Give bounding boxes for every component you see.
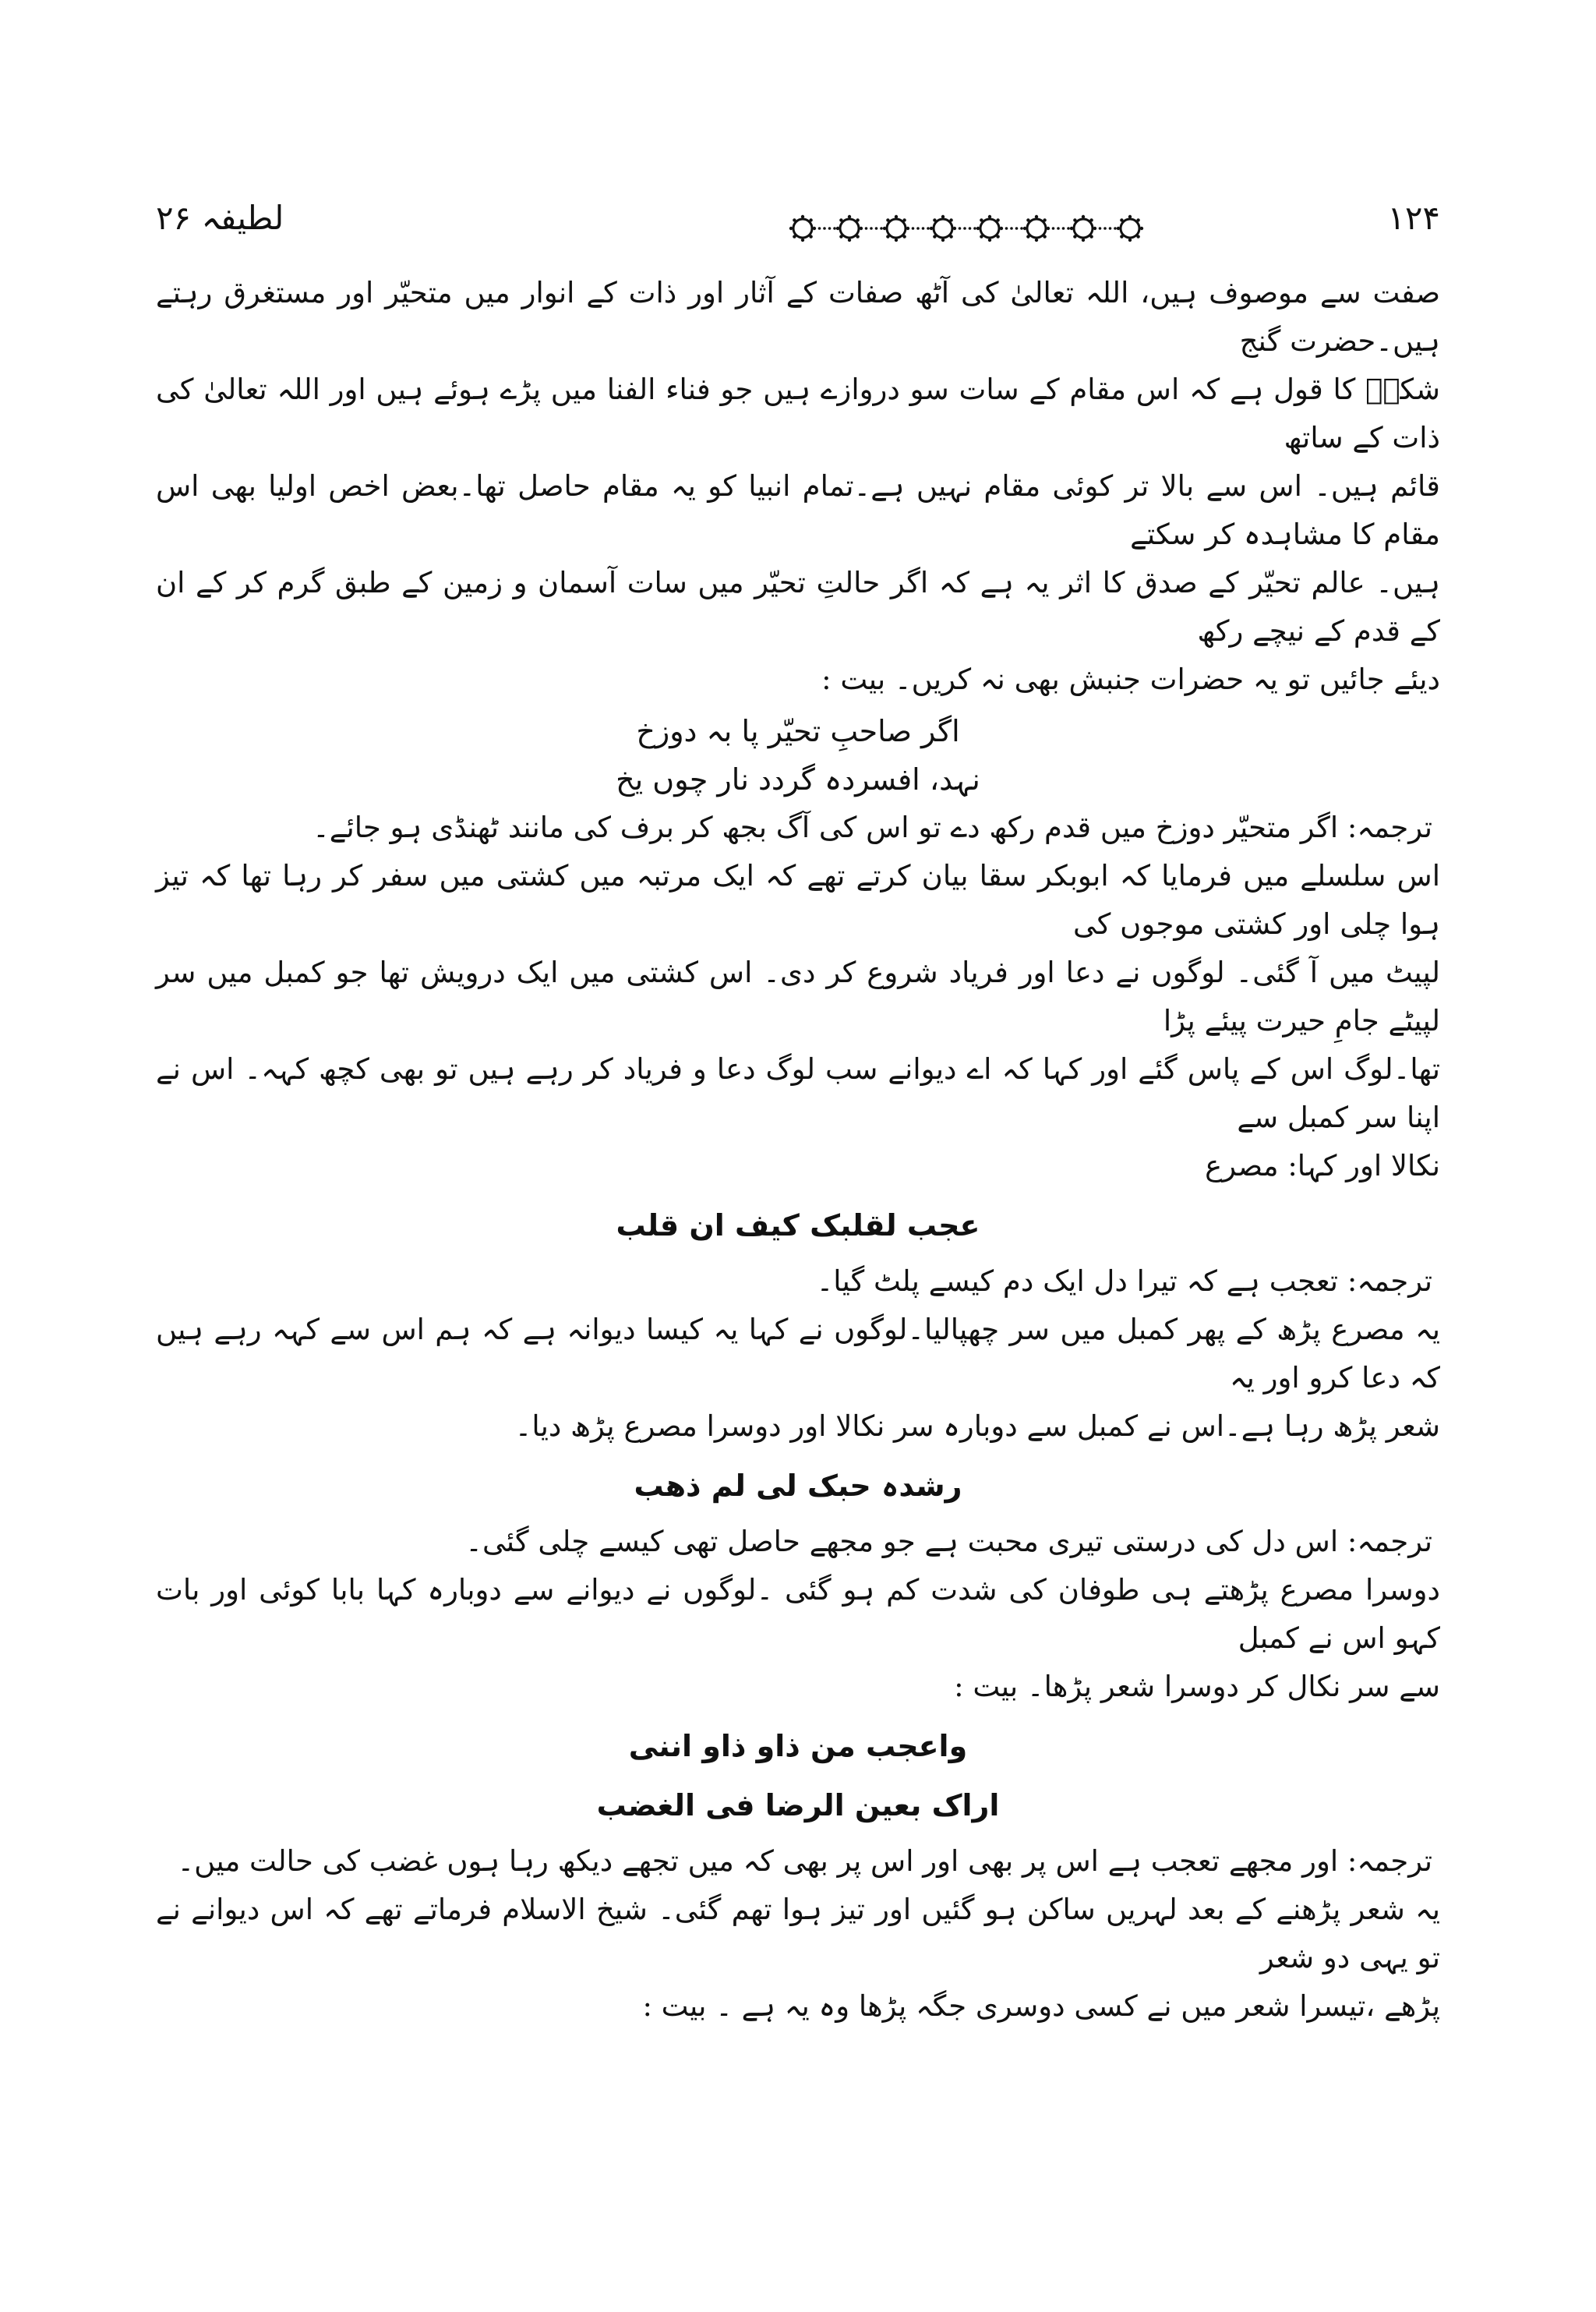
paragraph-3 [156, 1306, 1440, 1451]
translation: ترجمہ: اس دل کی درستی تیری محبت ہے جو مجھے حاصل تھی کیسے چلی گئی۔ [465, 1525, 1432, 1558]
ornament-bead [996, 218, 999, 221]
ornament-link-dot [1062, 227, 1065, 230]
ornament-link-dot [870, 227, 873, 230]
arabic-verse: واعجب من ذاو ذاو اننی [628, 1729, 968, 1763]
text-line: قائم ہیں۔ اس سے بالا تر کوئی مقام نہیں ہے۔تمام انبیا کو یہ مقام حاصل تھا۔بعض اخص اولیا بھی اس مقام کا مشاہدہ کر سکتے [156, 469, 1440, 551]
ornament-bead [860, 227, 863, 230]
text-line: شعر پڑھ رہا ہے۔اس نے کمبل سے دوبارہ سر نکالا اور دوسرا مصرع پڑھ دیا۔ [514, 1409, 1440, 1443]
ornament-bead [1136, 235, 1139, 238]
text-line: دوسرا مصرع پڑھتے ہی طوفان کی شدت کم ہو گئی ۔لوگوں نے دیوانے سے دوبارہ کہا بابا کوئی اور بات کہو اس نے کمبل [156, 1573, 1440, 1655]
ornament-bead [1035, 215, 1038, 218]
ornament-bead [856, 218, 859, 221]
ornament-bead [1120, 235, 1123, 238]
translation: ترجمہ: اگر متحیّر دوزخ میں قدم رکھ دے تو اس کی آگ بجھ کر برف کی مانند ٹھنڈی ہو جائے۔ [312, 811, 1432, 844]
ornament-ring [934, 219, 952, 238]
text-line: صفت سے موصوف ہیں، اللہ تعالیٰ کی آٹھ صفات کے آثار اور ذات کے انوار میں متحیّر اور مستغرق رہتے ہیں۔حضرت گنج [156, 276, 1440, 358]
ornament-bead [1093, 227, 1096, 230]
text-line: شکرؒ کا قول ہے کہ اس مقام کے سات سو دروازے ہیں جو فناء الفنا میں پڑے ہوئے ہیں اور اللہ تعالیٰ کی ذات کے ساتھ [156, 373, 1440, 454]
ornament-ring [793, 219, 812, 238]
ornament-bead [1082, 239, 1085, 242]
ornament-bead [996, 235, 999, 238]
ornament-bead [1023, 227, 1026, 230]
ornament-bead [902, 218, 906, 221]
ornament-bead [1070, 227, 1073, 230]
ornament-bead [1073, 218, 1076, 221]
ornament-bead [836, 227, 839, 230]
ornament-link-dot [1005, 227, 1008, 230]
ornament-bead [848, 215, 851, 218]
text-line: لپیٹ میں آ گئی۔ لوگوں نے دعا اور فریاد شروع کر دی۔ اس کشتی میں ایک درویش تھا جو کمبل میں سر لپیٹے جامِ حیرت پیئے پڑا [156, 956, 1440, 1038]
ornament-bead [1047, 227, 1050, 230]
ornament-bead [976, 227, 980, 230]
ornament-bead [953, 227, 956, 230]
ornament-link-dot [973, 227, 976, 230]
ornament-bead [813, 227, 816, 230]
chapter-title: لطیفہ ۲۶ [156, 199, 284, 237]
text-line: اس سلسلے میں فرمایا کہ ابوبکر سقا بیان کرتے تھے کہ ایک مرتبہ میں کشتی میں سفر کر رہا تھا کہ تیز ہوا چلی اور کشتی موجوں کی [156, 859, 1440, 941]
ornament-bead [809, 235, 812, 238]
ornament-link-dot [1010, 227, 1013, 230]
ornament-bead [848, 239, 851, 242]
ornament-bead [902, 235, 906, 238]
verse-line: نہد، افسردہ گردد نار چوں یخ [616, 762, 980, 797]
ornament-bead [988, 215, 991, 218]
paragraph-4 [156, 1566, 1440, 1711]
ornament-bead [1026, 235, 1029, 238]
ornament-link-dot [1114, 227, 1117, 230]
ornament-ring [980, 219, 999, 238]
ornament-bead [789, 227, 793, 230]
ornament-bead [1000, 227, 1003, 230]
arabic-verse: اراک بعین الرضا فی الغضب [596, 1788, 1000, 1822]
text-line: یہ مصرع پڑھ کے پھر کمبل میں سر چھپالیا۔لوگوں نے کہا یہ کیسا دیوانہ ہے کہ ہم اس سے کہہ رہے ہیں کہ دعا کرو اور یہ [156, 1313, 1440, 1395]
ornament-link-dot [875, 227, 878, 230]
ornament-bead [886, 218, 889, 221]
ornament-bead [895, 215, 898, 218]
ornament-link-dot [927, 227, 930, 230]
arabic-verse: عجب لقلبک کیف ان قلب [616, 1208, 980, 1243]
ornament-bead [1035, 239, 1038, 242]
ornament-bead [809, 218, 812, 221]
ornament-link-dot [963, 227, 966, 230]
ornament-link-dot [833, 227, 836, 230]
ornament-bead [1043, 235, 1046, 238]
ornament-ring [840, 219, 859, 238]
ornament-bead [883, 227, 886, 230]
ornament-bead [1140, 227, 1143, 230]
ornament-link-dot [1057, 227, 1060, 230]
ornament-bead [1089, 235, 1093, 238]
ornament-bead [980, 235, 983, 238]
arabic-verse: رشدہ حبک لی لم ذھب [634, 1469, 962, 1503]
text-line: پڑھے ،تیسرا شعر میں نے کسی دوسری جگہ پڑھا وہ یہ ہے ۔ بیت : [642, 1989, 1440, 2023]
ornament-bead [801, 239, 804, 242]
paragraph-2 [156, 852, 1440, 1190]
ornament-bead [949, 235, 952, 238]
ornament-bead [895, 239, 898, 242]
ornament-link-dot [823, 227, 826, 230]
translation: ترجمہ: تعجب ہے کہ تیرا دل ایک دم کیسے پلٹ گیا۔ [816, 1264, 1432, 1298]
ornament-link-dot [1099, 227, 1102, 230]
page-number: ۱۲۴ [1387, 199, 1440, 237]
ornament-bead [1026, 218, 1029, 221]
paragraph-1 [156, 269, 1440, 704]
ornament-link-dot [916, 227, 920, 230]
text-line: نکالا اور کہا: مصرع [1205, 1149, 1440, 1183]
ornament-link-dot [959, 227, 962, 230]
ornament-bead [886, 235, 889, 238]
ornament-bead [1089, 218, 1093, 221]
text-line: دیئے جائیں تو یہ حضرات جنبش بھی نہ کریں۔ بیت : [821, 663, 1440, 696]
ornament-link-dot [969, 227, 972, 230]
ornament-link-dot [1052, 227, 1055, 230]
ornament-bead [1136, 218, 1139, 221]
text-line: ہیں۔ عالم تحیّر کے صدق کا اثر یہ ہے کہ اگر حالتِ تحیّر میں سات آسمان و زمین کے طبق گرم کر کے ان کے قدم کے نیچے رکھ [156, 566, 1440, 648]
page-header [156, 199, 1440, 246]
ornament-link-dot [818, 227, 821, 230]
ornament-bead [906, 227, 909, 230]
ornament-bead [856, 235, 859, 238]
ornament-bead [793, 235, 796, 238]
ornament-bead [933, 235, 936, 238]
ornament-bead [839, 218, 842, 221]
ornament-bead [949, 218, 952, 221]
ornament-ring [887, 219, 906, 238]
ornament-link-dot [880, 227, 883, 230]
ornament-bead [988, 239, 991, 242]
ornament-bead [980, 218, 983, 221]
verse-line: اگر صاحبِ تحیّر پا بہ دوزخ [636, 714, 960, 748]
ornament-bead [1128, 215, 1132, 218]
ornament-link-dot [1109, 227, 1112, 230]
page-body [156, 269, 1440, 2034]
ornament-bead [1082, 215, 1085, 218]
ornament-link-dot [922, 227, 925, 230]
ornament-bead [930, 227, 933, 230]
ornament-ring [1027, 219, 1046, 238]
ornament-link-dot [865, 227, 868, 230]
translation: ترجمہ: اور مجھے تعجب ہے اس پر بھی اور اس پر بھی کہ میں تجھے دیکھ رہا ہوں غضب کی حالت میں۔ [177, 1844, 1432, 1878]
ornament-bead [941, 239, 945, 242]
text-line: تھا۔لوگ اس کے پاس گئے اور کہا کہ اے دیوانے سب لوگ دعا و فریاد کر رہے ہیں تو بھی کچھ کہہ۔ اس نے اپنا سر کمبل سے [156, 1052, 1440, 1134]
ornament-bead [801, 215, 804, 218]
ornament-bead [839, 235, 842, 238]
text-line: سے سر نکال کر دوسرا شعر پڑھا۔ بیت : [954, 1670, 1440, 1703]
ornament-bead [1073, 235, 1076, 238]
ornament-bead [941, 215, 945, 218]
ornament-bead [1120, 218, 1123, 221]
ornament-bead [1117, 227, 1120, 230]
paragraph-5 [156, 1886, 1440, 2031]
ornament-bead [933, 218, 936, 221]
ornament-link-dot [1020, 227, 1023, 230]
ornament-bead [1128, 239, 1132, 242]
ornament-bead [1043, 218, 1046, 221]
ornament-link-dot [1067, 227, 1070, 230]
text-line: یہ شعر پڑھنے کے بعد لہریں ساکن ہو گئیں اور تیز ہوا تھم گئی۔ شیخ الاسلام فرماتے تھے کہ اس دیوانے نے تو یہی دو شعر [156, 1893, 1440, 1974]
ornament-link-dot [912, 227, 915, 230]
ornament-bead [793, 218, 796, 221]
ornament-link-dot [828, 227, 832, 230]
chain-ornament-icon [787, 213, 1164, 244]
ornament-ring [1074, 219, 1093, 238]
ornament-link-dot [1015, 227, 1019, 230]
ornament-link-dot [1103, 227, 1107, 230]
ornament-ring [1121, 219, 1139, 238]
